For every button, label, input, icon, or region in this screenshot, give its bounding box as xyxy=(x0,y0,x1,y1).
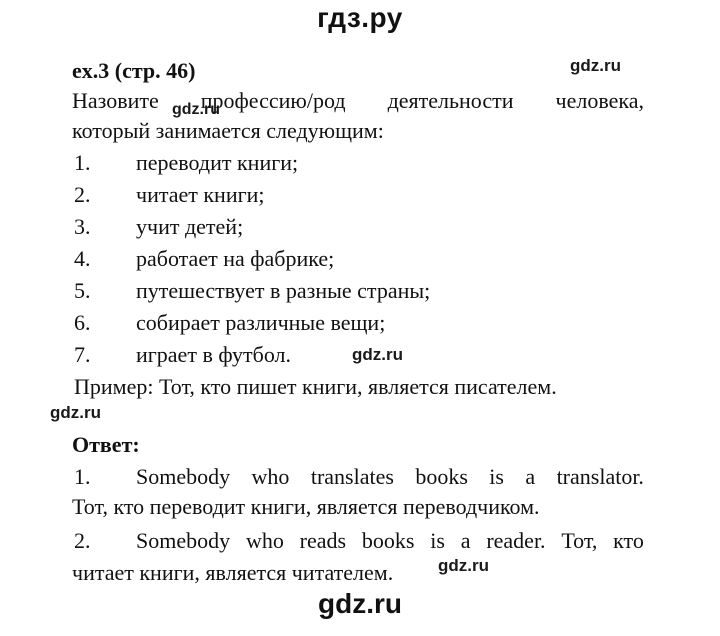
instruction-word: Назовите xyxy=(72,88,159,113)
list-item-number: 5. xyxy=(74,278,91,303)
answer-word: a xyxy=(525,464,536,489)
watermark-gdz: gdz.ru xyxy=(570,56,621,75)
instruction-word: деятельности xyxy=(387,88,514,113)
list-item-number: 7. xyxy=(74,342,91,367)
answer-word: Тот, xyxy=(561,528,598,553)
exercise-title: ex.3 (стр. 46) xyxy=(72,58,196,83)
list-item-text: играет в футбол. xyxy=(136,342,292,367)
watermark-gdz: gdz.ru xyxy=(438,556,489,575)
answer-word: a xyxy=(460,528,471,553)
instruction-line-2: который занимается следующим: xyxy=(72,118,384,143)
answer-word: Somebody xyxy=(136,528,231,553)
answer-item-line-2: Тот, кто переводит книги, является переводчиком. xyxy=(72,494,540,519)
list-item-number: 2. xyxy=(74,182,91,207)
example-text: Пример: Тот, кто пишет книги, является писателем. xyxy=(74,374,557,399)
list-item-text: работает на фабрике; xyxy=(136,246,335,271)
answer-word: is xyxy=(430,528,445,553)
answer-word: who xyxy=(245,528,284,553)
answer-word: reader. xyxy=(486,528,546,553)
instruction-line-1 xyxy=(72,88,644,114)
list-item-text: переводит книги; xyxy=(136,150,299,175)
list-item-text: читает книги; xyxy=(136,182,265,207)
list-item-number: 3. xyxy=(74,214,91,239)
answer-word: who xyxy=(251,464,290,489)
watermark-gdz: gdz.ru xyxy=(172,101,220,118)
answer-word: translates xyxy=(310,464,394,489)
site-header-watermark: гдз.ру xyxy=(317,2,403,33)
answer-heading: Ответ: xyxy=(72,432,140,457)
answer-word: reads xyxy=(299,528,347,553)
instruction-word: человека, xyxy=(555,88,644,113)
answer-word: is xyxy=(489,464,504,489)
answer-item-number: 2. xyxy=(74,528,91,553)
list-item-number: 4. xyxy=(74,246,91,271)
answer-item-line-1 xyxy=(136,464,644,490)
site-footer-watermark: gdz.ru xyxy=(318,588,402,619)
answer-item-line-1 xyxy=(136,528,644,554)
list-item-number: 6. xyxy=(74,310,91,335)
answer-word: books xyxy=(415,464,468,489)
list-item-text: учит детей; xyxy=(136,214,244,239)
answer-word: translator. xyxy=(556,464,644,489)
list-item-text: собирает различные вещи; xyxy=(136,310,386,335)
list-item-text: путешествует в разные страны; xyxy=(136,278,431,303)
instruction-word: профессию/род xyxy=(200,88,346,113)
watermark-gdz: gdz.ru xyxy=(50,403,101,422)
list-item-number: 1. xyxy=(74,150,91,175)
answer-word: Somebody xyxy=(136,464,231,489)
answer-word: кто xyxy=(613,528,644,553)
answer-word: books xyxy=(361,528,415,553)
answer-item-number: 1. xyxy=(74,464,91,489)
watermark-gdz: gdz.ru xyxy=(352,345,403,364)
answer-item-line-2: читает книги, является читателем. xyxy=(72,560,394,585)
